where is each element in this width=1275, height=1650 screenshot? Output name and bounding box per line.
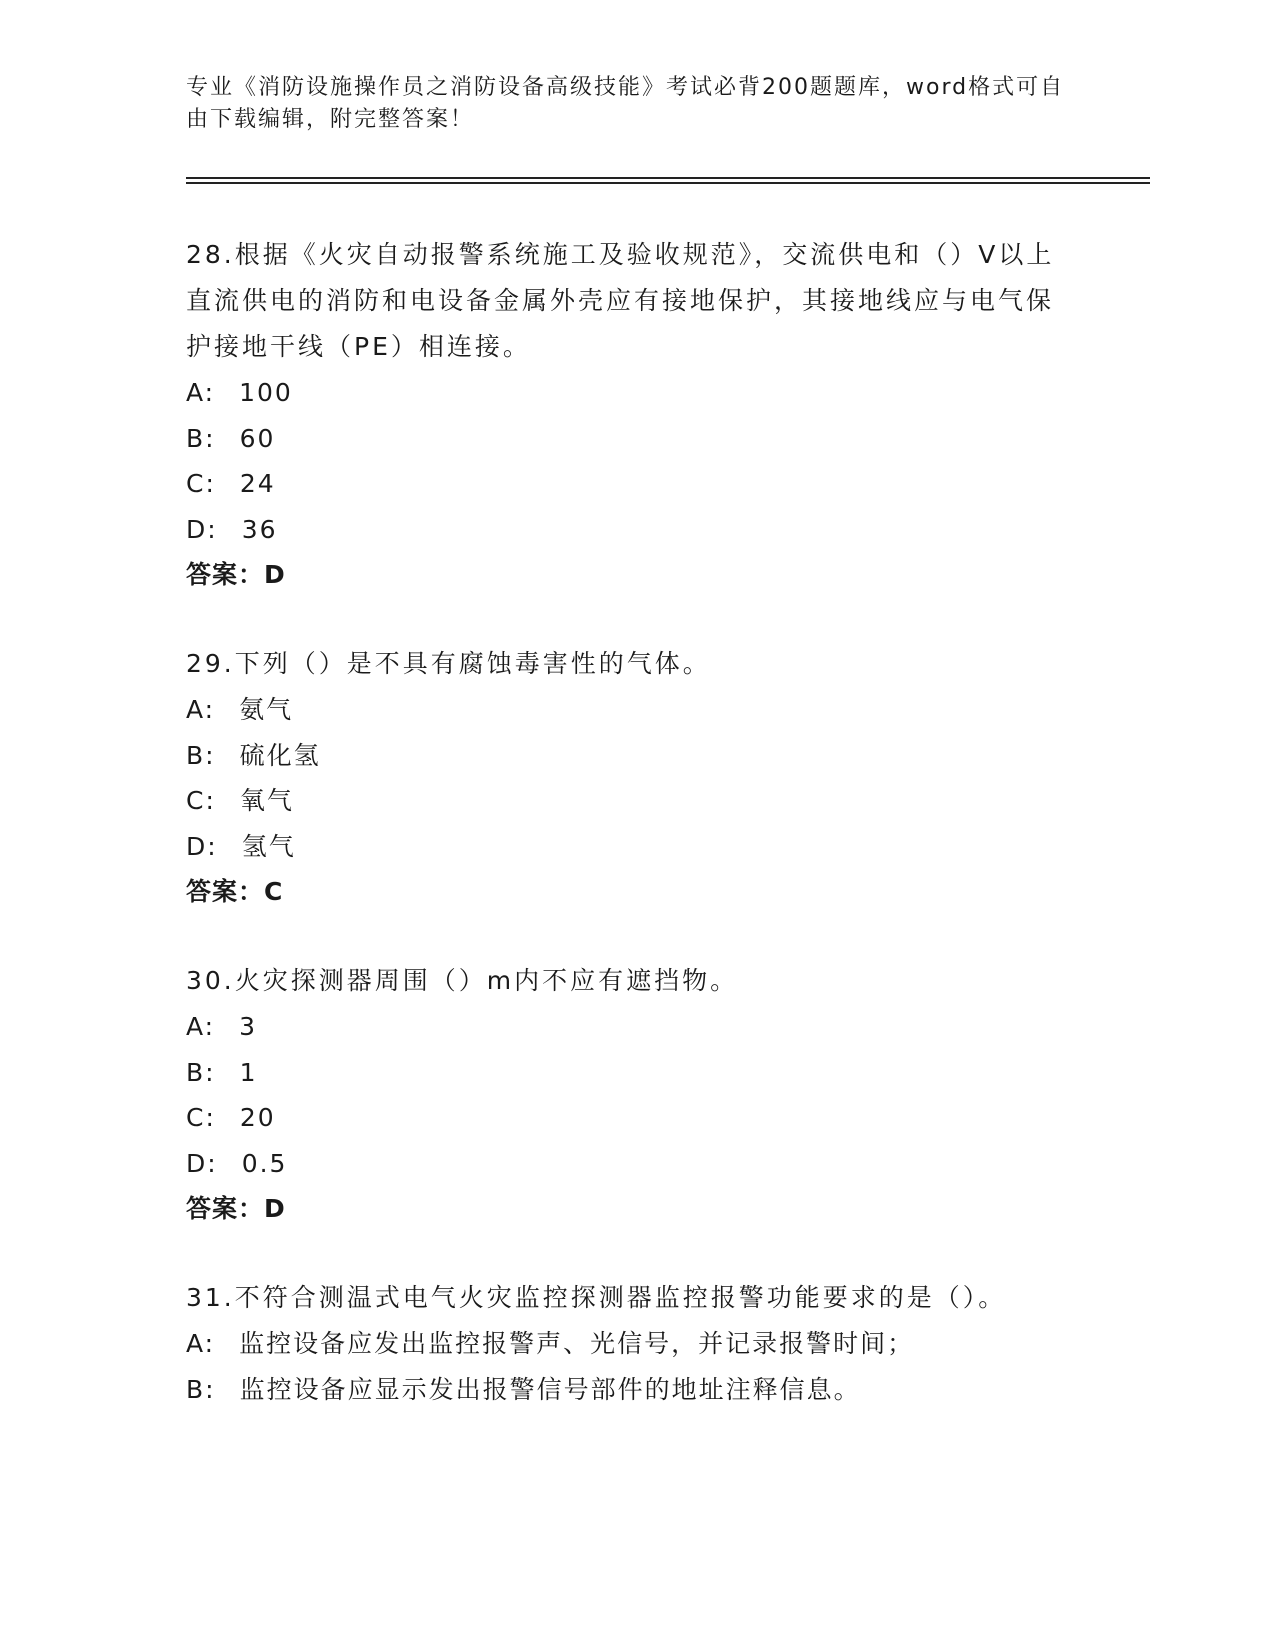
option-letter: A: xyxy=(186,1329,216,1358)
document-header: 专业《消防设施操作员之消防设备高级技能》考试必背200题题库，word格式可自由下载编辑，附完整答案！ xyxy=(186,75,1065,132)
option-text: 氢气 xyxy=(241,831,296,861)
option-letter: D: xyxy=(186,831,218,861)
option-letter: D: xyxy=(186,514,218,544)
answer-line: 答案：D xyxy=(186,1194,286,1223)
option-b xyxy=(186,1050,1066,1096)
question-stem: 31.不符合测温式电气火灾监控探测器监控报警功能要求的是（）。 xyxy=(186,1283,1007,1312)
option-c xyxy=(186,461,1066,507)
header-divider-bottom xyxy=(186,182,1150,184)
option-letter: A: xyxy=(186,695,216,724)
option-letter: A: xyxy=(186,1012,216,1041)
option-letter: B: xyxy=(186,1374,216,1404)
option-text: 氨气 xyxy=(239,695,294,724)
option-a xyxy=(186,1321,1066,1367)
question-stem: 29.下列（）是不具有腐蚀毒害性的气体。 xyxy=(186,649,711,678)
option-text: 24 xyxy=(239,469,276,498)
question-30 xyxy=(186,958,1066,1232)
option-letter: A: xyxy=(186,378,216,407)
answer-line: 答案：C xyxy=(186,877,284,906)
question-stem: 28.根据《火灾自动报警系统施工及验收规范》，交流供电和（）V以上直流供电的消防和电设备金属外壳应有接地保护，其接地线应与电气保护接地干线（PE）相连接。 xyxy=(186,240,1055,361)
option-text: 36 xyxy=(241,514,278,544)
option-a xyxy=(186,1004,1066,1050)
option-letter: C: xyxy=(186,469,216,498)
option-b xyxy=(186,1367,1066,1413)
question-29 xyxy=(186,641,1066,915)
option-text: 1 xyxy=(239,1057,258,1087)
option-letter: B: xyxy=(186,740,216,770)
option-b xyxy=(186,733,1066,779)
option-text: 氧气 xyxy=(239,786,294,815)
option-text: 0.5 xyxy=(241,1148,288,1178)
question-stem: 30.火灾探测器周围（）m内不应有遮挡物。 xyxy=(186,966,739,995)
answer-line: 答案：D xyxy=(186,560,286,589)
option-text: 100 xyxy=(239,378,293,407)
option-text: 20 xyxy=(239,1103,276,1132)
option-text: 3 xyxy=(239,1012,257,1041)
option-letter: C: xyxy=(186,786,216,815)
option-letter: B: xyxy=(186,423,216,453)
option-letter: D: xyxy=(186,1148,218,1178)
option-text: 监控设备应显示发出报警信号部件的地址注释信息。 xyxy=(239,1374,861,1404)
option-c xyxy=(186,1095,1066,1141)
option-a xyxy=(186,687,1066,733)
question-31 xyxy=(186,1275,1066,1412)
option-letter: B: xyxy=(186,1057,216,1087)
question-28 xyxy=(186,232,1066,598)
option-b xyxy=(186,416,1066,462)
option-d xyxy=(186,507,1066,553)
option-a xyxy=(186,370,1066,416)
header-divider-top xyxy=(186,177,1150,179)
option-text: 60 xyxy=(239,423,276,453)
option-c xyxy=(186,778,1066,824)
option-d xyxy=(186,824,1066,870)
option-d xyxy=(186,1141,1066,1187)
option-text: 监控设备应发出监控报警声、光信号，并记录报警时间； xyxy=(239,1329,915,1358)
option-text: 硫化氢 xyxy=(239,740,321,770)
option-letter: C: xyxy=(186,1103,216,1132)
